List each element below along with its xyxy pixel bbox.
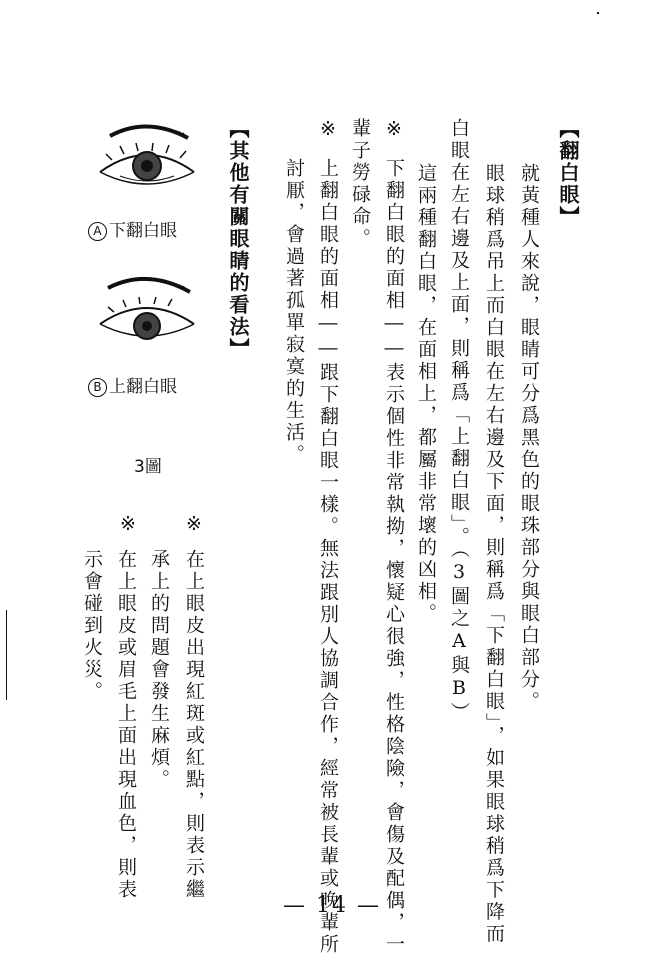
scan-edge-mark [6, 610, 7, 700]
paragraph-col: 就黃種人來說，眼睛可分爲黑色的眼珠部分與眼白部分。 [518, 163, 540, 713]
note-mark: ※ [117, 513, 139, 538]
eye-figure-a-icon [92, 118, 202, 198]
note-col: 上翻白眼的面相――跟下翻白眼一樣。無法跟別人協調合作，經常被長輩或晚輩所 [317, 158, 339, 956]
figure-caption-a [88, 216, 177, 241]
note-col: 輩子勞碌命。 [349, 118, 371, 250]
paragraph-col: 眼球稍爲吊上而白眼在左右邊及下面，則稱爲「下翻白眼」，如果眼球稍爲下降而 [483, 163, 505, 946]
eye-figure-b-icon [92, 266, 202, 346]
note-col: 討厭，會過著孤單寂寞的生活。 [283, 158, 305, 466]
paragraph-col: 白眼在左右邊及上面，則稱爲「上翻白眼」。（3圖之A與B） [448, 118, 470, 724]
page-number: — 14 — [283, 893, 381, 918]
figure-label: 3圖 [134, 457, 162, 477]
caption-b-text: 上翻白眼 [109, 377, 177, 397]
note-col: 在上眼皮出現紅斑或紅點，則表示繼 [183, 549, 205, 901]
note-col: 在上眼皮或眉毛上面出現血色，則表 [115, 549, 137, 901]
note-mark: ※ [383, 118, 405, 143]
caption-a-text: 下翻白眼 [109, 221, 177, 241]
note-col: 承上的問題會發生麻煩。 [148, 549, 170, 791]
paragraph-col: 這兩種翻白眼，在面相上，都屬非常壞的凶相。 [415, 163, 437, 625]
section-heading-fanbaiyan: 【翻白眼】 [556, 118, 580, 228]
figure-caption-b [88, 372, 177, 397]
note-mark: ※ [317, 118, 339, 143]
circled-letter-b: B [88, 378, 107, 397]
section-heading-other: 【其他有關眼睛的看法】 [226, 118, 250, 360]
note-mark: ※ [183, 513, 205, 538]
note-col: 下翻白眼的面相――表示個性非常執拗，懷疑心很強，性格陰險，會傷及配偶，一 [383, 158, 405, 956]
note-col: 示會碰到火災。 [81, 549, 103, 703]
circled-letter-a: A [88, 222, 107, 241]
scan-edge-mark [597, 12, 599, 14]
